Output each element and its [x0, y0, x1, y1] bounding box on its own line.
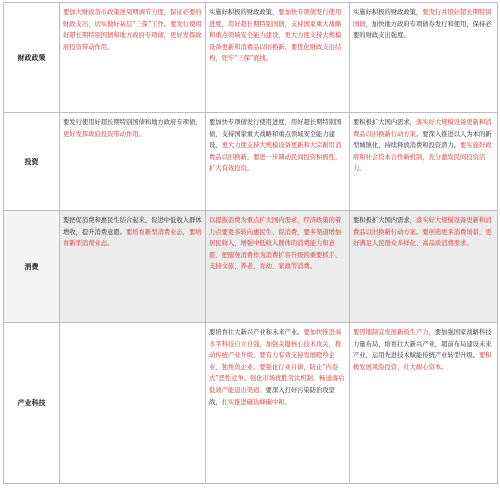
policy-text: 要深入打好污染防治攻坚战，: [209, 386, 335, 406]
policy-text: 要强化行业自律，防止“内卷式”恶性竞争。强化市场优胜劣汰机制，畅通落后低效产能退出渠道。: [209, 363, 345, 394]
policy-cell: [206, 211, 350, 323]
table-body: [4, 3, 498, 484]
policy-cell: [60, 3, 206, 113]
policy-text: 要培育新型消费业态，: [125, 228, 189, 236]
policy-text: 落实好大规模设备更新和消费品以旧换新行动方案。: [353, 217, 492, 236]
policy-text: 要发行并用好超长期特别国债，: [353, 9, 492, 28]
policy-text: 加快地方政府专项债券发行和使用，保持必要的财政支出强度。: [353, 20, 492, 40]
policy-text: 要深入推进以人为本的新型城镇化，持续释放消费和投资潜力。: [353, 130, 492, 150]
policy-text: 更好发挥政府投资带动作用。: [63, 130, 145, 138]
policy-text: 扎实推进碳达峰碳中和。: [221, 398, 291, 406]
policy-text: 要培育壮大新兴产业和未来产业。: [209, 329, 304, 336]
policy-cell: [206, 323, 350, 484]
policy-comparison-table: [3, 2, 498, 484]
policy-text: 实施好积极的财政政策，: [353, 9, 423, 16]
category-cell-consumption: 消费: [4, 211, 60, 323]
policy-text: 要发行使用好超长期特别国债和地方政府专项债，: [63, 119, 202, 126]
category-cell-investment: 投资: [4, 113, 60, 211]
policy-cell: [350, 3, 498, 113]
table-row: [4, 113, 498, 211]
policy-text: 要发行使用好超长期特别国债和地方政府专项债，更好发挥政府投资带动作用。: [63, 20, 202, 51]
policy-cell: [60, 323, 206, 484]
policy-cell: [60, 211, 206, 323]
policy-text: 要积极扩大国内需求，: [353, 119, 416, 126]
table-row: [4, 323, 498, 484]
table-row: [4, 3, 498, 113]
policy-text: 要实施好政府和社会资本合作新机制，充分激发民间投资活力。: [353, 142, 492, 173]
policy-text: 要积极扩大国内需求，: [353, 217, 416, 224]
policy-text: 要积极发展风险投资，壮大耐心资本。: [353, 352, 492, 371]
table-row: [4, 211, 498, 323]
category-cell-industry-tech: 产业科技: [4, 323, 60, 484]
policy-text: 更大力度支持大规模设备更新和大宗耐用消费品以旧换新。要进一步调动民间投资积极性，扩大有效投资。: [209, 142, 342, 173]
policy-cell: [206, 3, 350, 113]
policy-cell: [350, 113, 498, 211]
policy-text: 要把促消费和惠民生结合起来，促进中低收入群体增收，提升消费意愿。: [63, 217, 202, 236]
policy-text: 要培育新型消费业态。: [63, 228, 202, 248]
policy-text: 落实好大规模设备更新和消费品以旧换新行动方案。: [353, 119, 492, 138]
policy-text: 要加快推进高水平科技自立自强，加强关键核心技术攻关，推动传统产业升级。要有力有效支持发展瞪羚企业、独角兽企业。: [209, 329, 342, 371]
policy-text: 要创造更多消费场景，更好满足人民群众多样化、高品质消费需求。: [353, 228, 492, 248]
policy-text: 要加快专项债发行使用进度，用好超长期特别国债，支持国家重大战略和重点领域安全能力建设，: [209, 119, 342, 150]
policy-cell: [350, 211, 498, 323]
policy-text: 要加快专项债发行使用进度，用好超长期特别国债，支持国家重大战略和重点领域安全能力建设，更大力度支持大规模设备更新和消费品以旧换新。要优化财政支出结构，兜牢“三保”底线。: [209, 9, 342, 63]
policy-cell: [206, 113, 350, 211]
policy-text: 以提振消费为重点扩大国内需求，经济政策的着力点要更多转向惠民生、促消费，要多渠道增加居民收入，增强中低收入群体的消费能力和意愿，把服务消费作为消费扩容升级的重要抓手，支持文旅、养老、育幼、家政等消费。: [209, 217, 342, 271]
policy-text: 实施好积极的财政政策，: [209, 9, 279, 16]
policy-text: 要加大财政货币政策逆周期调节力度，保证必要的财政支出，切实做好基层“三保”工作。: [63, 9, 202, 28]
policy-cell: [60, 113, 206, 211]
policy-text: 要因地制宜发展新质生产力，: [353, 329, 435, 336]
policy-cell: [350, 323, 498, 484]
category-cell-fiscal-policy: 财政政策: [4, 3, 60, 113]
policy-text: 要加强国家战略科技力量布局，培育壮大新兴产业，超前布局建设未来产业，运用先进技术赋能传统产业转型升级。: [353, 329, 492, 360]
